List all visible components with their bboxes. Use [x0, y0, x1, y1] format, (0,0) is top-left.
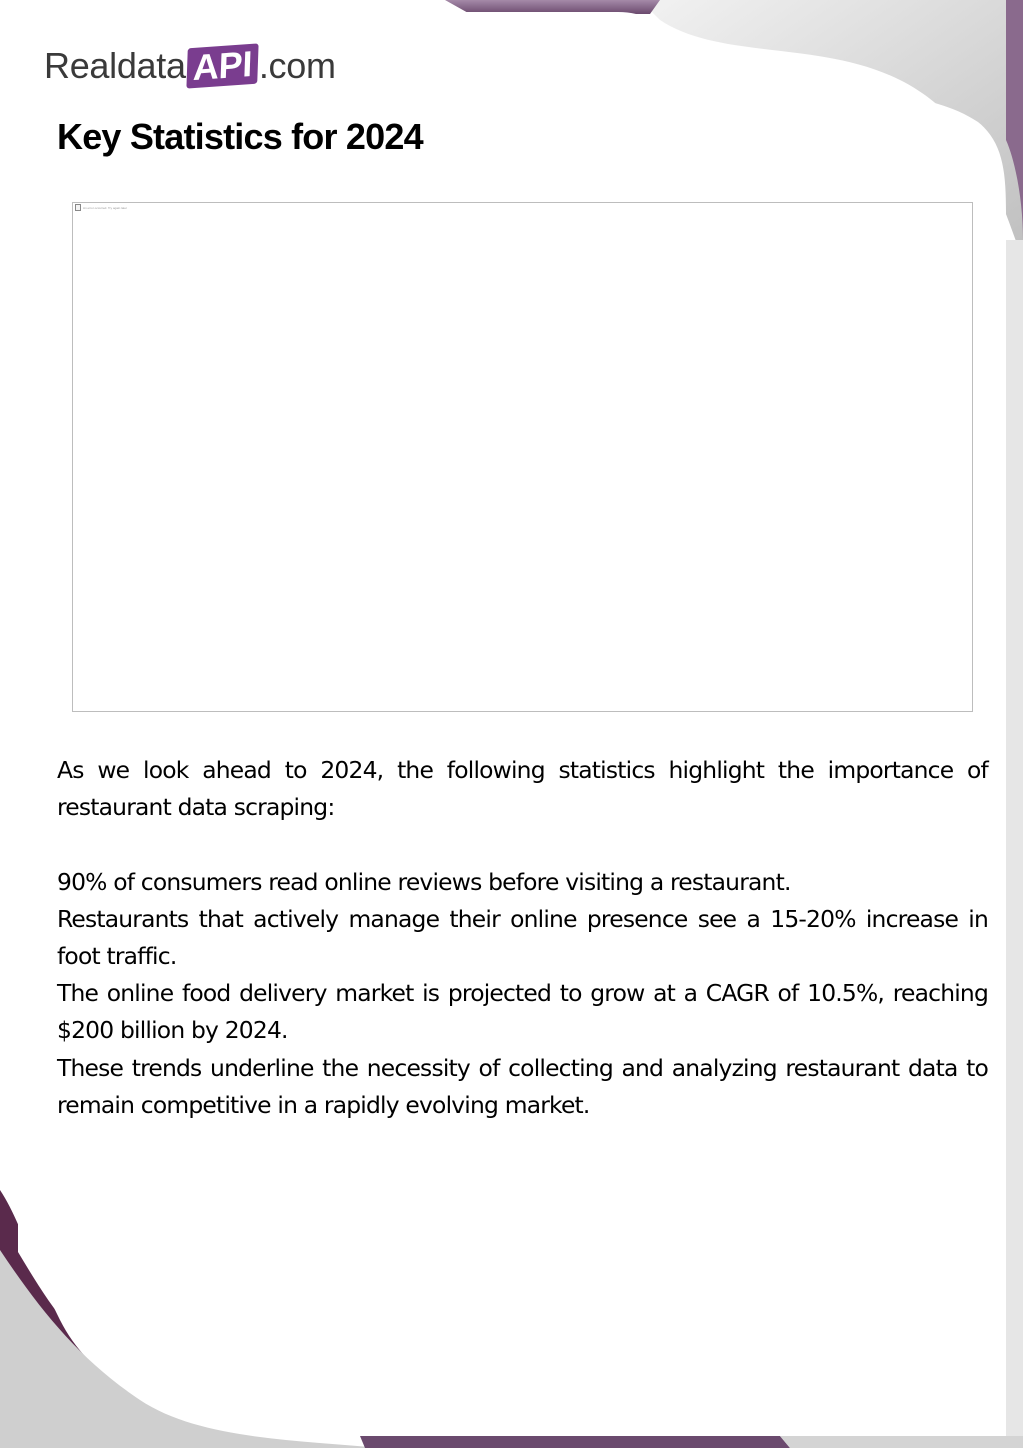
paragraph-spacer	[57, 826, 988, 863]
page-title: Key Statistics for 2024	[57, 116, 423, 157]
logo-text-realdata: Realdata	[44, 45, 186, 86]
broken-image-icon	[75, 204, 81, 211]
broken-image-text: An error occurred. Try again later	[83, 205, 128, 210]
realdataapi-logo	[44, 40, 336, 92]
stat-line-3: The online food delivery market is projected to grow at a CAGR of 10.5%, reaching $200 billion by 2024.	[57, 979, 988, 1045]
stat-line-1: 90% of consumers read online reviews before visiting a restaurant.	[57, 867, 791, 896]
logo-text-com: .com	[258, 45, 336, 86]
image-placeholder	[72, 202, 973, 712]
intro-paragraph: As we look ahead to 2024, the following statistics highlight the importance of restaurant data scraping:	[57, 756, 988, 822]
stat-line-4: These trends underline the necessity of collecting and analyzing restaurant data to remain competitive in a rapidly evolving market.	[57, 1053, 988, 1119]
broken-image-indicator	[75, 204, 127, 211]
stat-line-2: Restaurants that actively manage their online presence see a 15-20% increase in foot traffic.	[57, 904, 988, 970]
body-text	[57, 752, 988, 1124]
logo-text-api: API	[186, 43, 258, 88]
